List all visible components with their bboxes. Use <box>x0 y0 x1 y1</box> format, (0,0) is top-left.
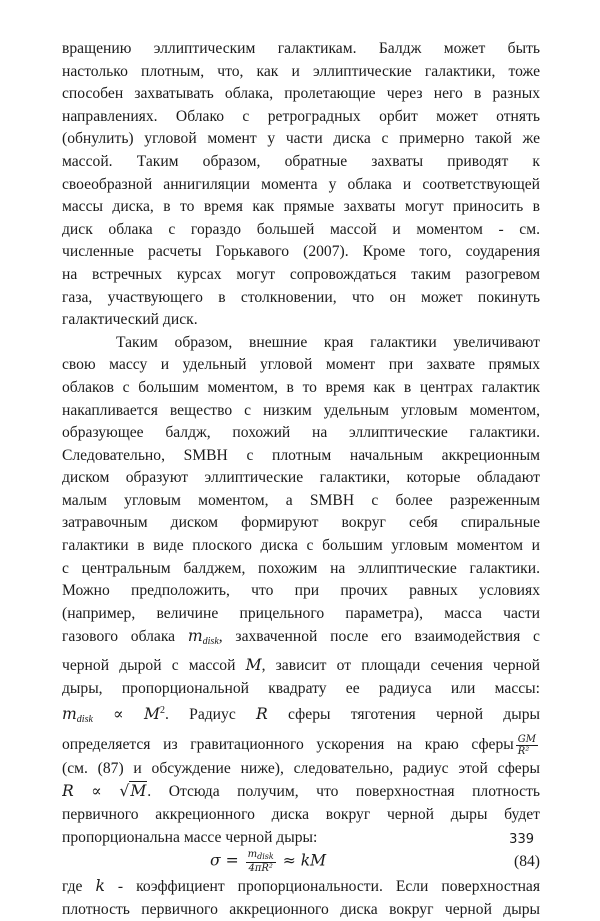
text-line: галактический диск. <box>62 311 198 329</box>
text-line: массы диска, в то время как прямые захваты могут приносить в <box>62 198 540 216</box>
math-fraction <box>516 734 538 757</box>
text-line: массой. Таким образом, обратные захваты приводят к <box>62 152 540 170</box>
sqrt-radicand: M <box>130 782 147 801</box>
sqrt-sign: √ <box>119 782 130 801</box>
text-line: с центральным балджем, похожим на эллиптические галактики. <box>62 559 540 577</box>
equation-number: (84) <box>514 853 540 871</box>
math-variable: R <box>62 782 74 801</box>
text-fragment: где <box>62 878 96 896</box>
paragraph-1 <box>62 38 540 332</box>
paragraph-2 <box>62 332 540 849</box>
math-variable: R <box>256 705 268 724</box>
text-line: пропорциональна массе черной дыры: <box>62 828 318 846</box>
text-line: своеобразной аннигиляции момента у облака и соответствующей <box>62 175 540 193</box>
math-sqrt <box>119 780 147 803</box>
math-subscript: disk <box>202 636 219 648</box>
text-line: диском образуют эллиптические галактики, которые обладают <box>62 469 540 487</box>
text-line: галактики в виде плоского диска с большим угловым моментом и <box>62 537 540 555</box>
math-variable: M <box>245 656 262 675</box>
text-line: Таким образом, внешние края галактики увеличивают <box>116 333 540 351</box>
math-variable: m <box>187 627 203 646</box>
text-line: вращению эллиптическим галактикам. Балдж может быть <box>62 40 540 57</box>
text-fragment: черной дырой с массой <box>62 657 246 675</box>
text-fragment: . Отсюда получим, что поверхностная плотность <box>147 783 540 801</box>
math-variable: k <box>95 877 105 896</box>
text-line: малым угловым моментом, а SMBH с более разреженным <box>62 491 540 509</box>
numerator-subscript: disk <box>257 852 274 862</box>
text-line: затравочным диском формируют вокруг себя спиральные <box>62 514 540 532</box>
math-superscript: 2 <box>159 705 165 717</box>
text-line: направлениях. Облако с ретроградных орбит может отнять <box>62 107 540 125</box>
fraction-numerator: GM <box>517 733 536 745</box>
text-line: первичного аккреционного диска вокруг черной дыры будет <box>62 806 540 823</box>
text-line: Можно предположить, что при прочих равных условиях <box>62 582 540 600</box>
text-line-with-formula <box>62 700 540 732</box>
fraction-denominator: R² <box>517 745 530 757</box>
text-line: (например, величине прицельного параметра), масса части <box>62 604 540 622</box>
text-line: на встречных курсах могут сопровождаться таким разогревом <box>62 265 540 283</box>
text-line: Следовательно, SMBH с плотным начальным аккреционным <box>62 446 540 464</box>
text-line: способен захватывать облака, пролетающие через него в разных <box>62 85 540 103</box>
text-fragment: . Радиус <box>164 706 257 724</box>
text-line-with-formula <box>62 625 540 654</box>
equation-body <box>210 849 326 874</box>
text-line-with-formula <box>62 654 540 678</box>
equation-84 <box>62 849 540 875</box>
text-line: диск облака с гораздо большей массой и моментом - см. <box>62 220 540 238</box>
text-line: облаков с большим моментом, в то время как в центрах галактик <box>62 378 540 396</box>
text-line-with-formula <box>62 732 540 758</box>
text-line: численные расчеты Горькавого (2007). Кроме того, соударения <box>62 243 540 261</box>
text-fragment: , зависит от площади сечения черной <box>261 657 540 675</box>
text-line: дыры, пропорциональной квадрату ее радиуса или массы: <box>62 679 540 697</box>
text-line: свою массу и удельный угловой момент при захвате прямых <box>62 356 540 374</box>
page-body <box>62 38 540 921</box>
text-line-with-formula <box>62 875 540 899</box>
math-subscript: disk <box>76 714 93 726</box>
text-fragment: , захваченной после его взаимодействия с <box>218 628 540 646</box>
equation-fraction <box>246 849 276 874</box>
fraction-numerator <box>246 849 276 863</box>
equation-lhs: σ = <box>210 851 244 870</box>
fraction-denominator: 4πR² <box>248 863 273 875</box>
text-line: настолько плотным, что, как и эллиптические галактики, тоже <box>62 62 540 80</box>
math-variable: M <box>144 705 160 724</box>
text-line: образующее балдж, похожий на эллиптические галактики. <box>62 424 540 442</box>
text-line: плотность первичного аккреционного диска вокруг черной дыры <box>62 900 540 918</box>
text-line-with-formula <box>62 780 540 804</box>
equation-rhs: ≈ kM <box>277 851 327 870</box>
numerator-variable: m <box>247 849 258 861</box>
text-line: (см. (87) и обсуждение ниже), следовательно, радиус этой сферы <box>62 759 540 777</box>
paragraph-3 <box>62 875 540 921</box>
math-relation: ∝ <box>73 783 120 801</box>
text-line: газа, участвующего в столкновении, что он может покинуть <box>62 288 540 306</box>
math-variable: m <box>62 705 77 724</box>
text-fragment: - коэффициент пропорциональности. Если поверхностная <box>104 878 540 896</box>
text-fragment: сферы тяготения черной дыры <box>267 706 540 724</box>
text-fragment: определяется из гравитационного ускорения на краю сферы <box>62 735 514 753</box>
text-fragment: газового облака <box>62 628 188 646</box>
text-line: (обнулить) угловой момент у части диска с примерно такой же <box>62 130 540 148</box>
math-relation: ∝ <box>92 706 145 724</box>
page-number: 339 <box>509 832 534 847</box>
text-line: накапливается вещество с низким удельным угловым моментом, <box>62 401 540 419</box>
